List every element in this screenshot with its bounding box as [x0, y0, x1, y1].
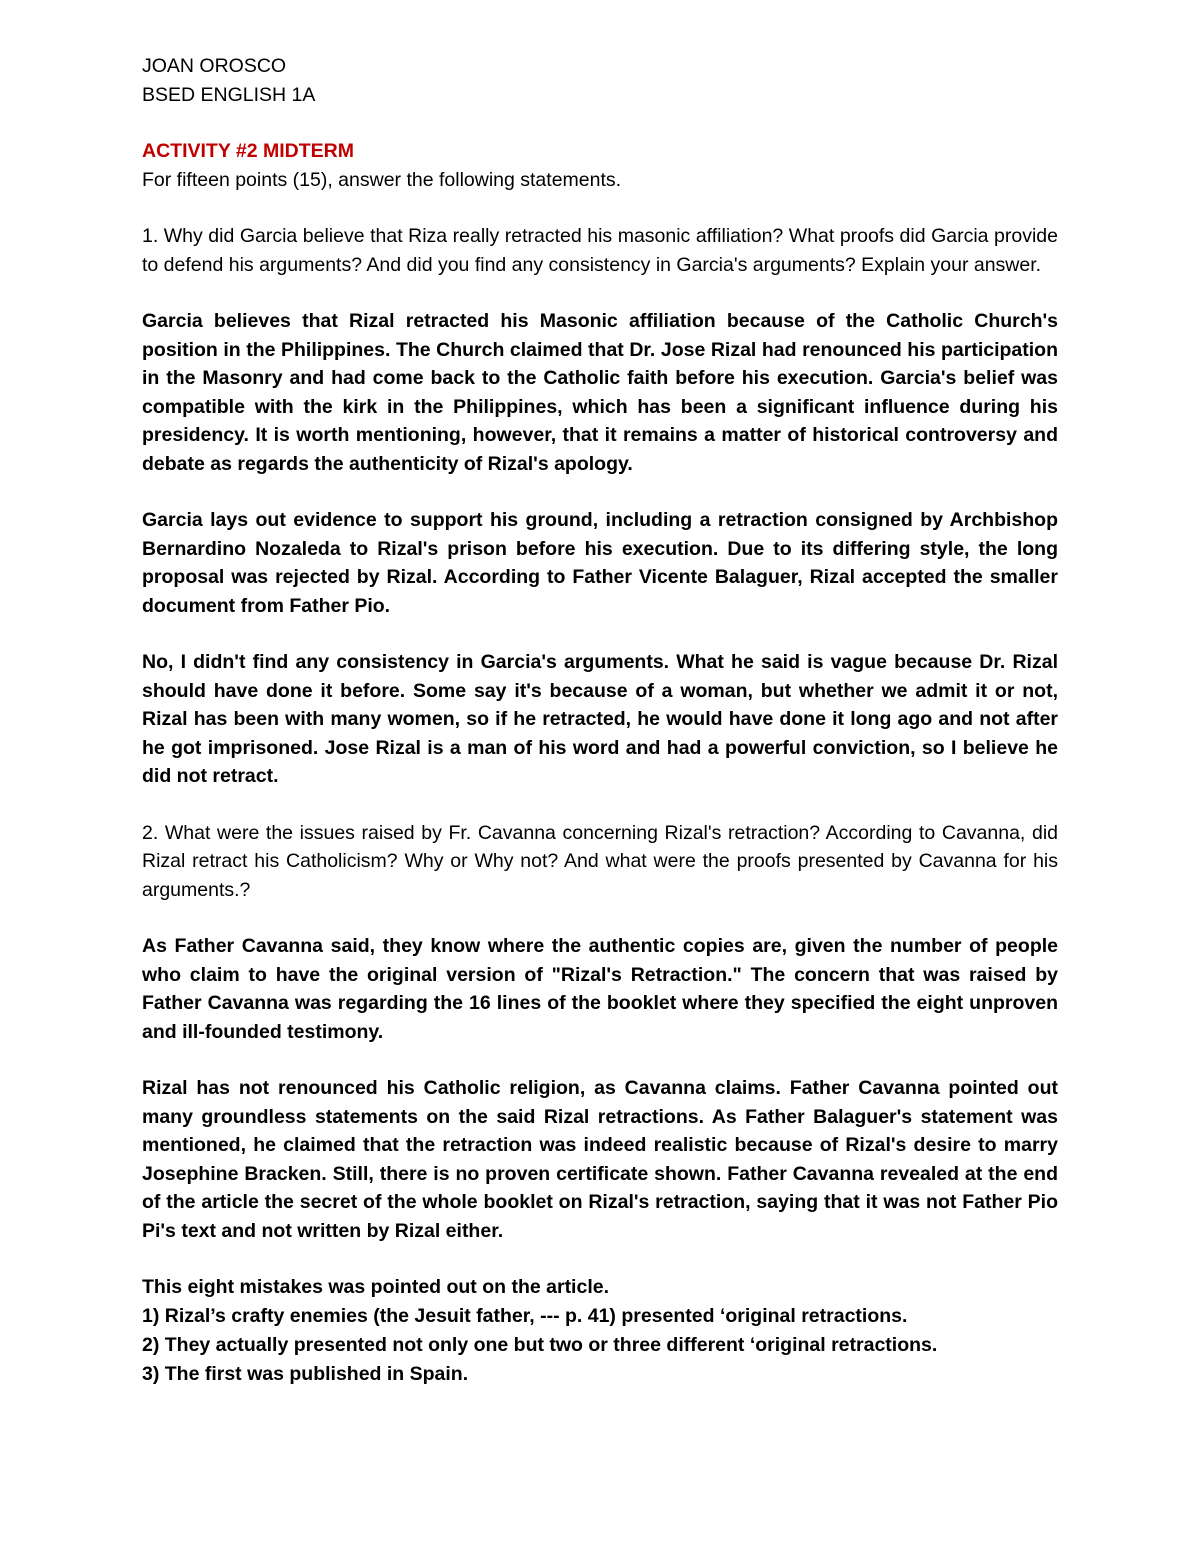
mistakes-list-item: 3) The first was published in Spain.	[142, 1363, 469, 1385]
mistakes-list-item: 1) Rizal’s crafty enemies (the Jesuit father, --- p. 41) presented ‘original retractions.	[142, 1305, 908, 1327]
question-2: 2. What were the issues raised by Fr. Cavanna concerning Rizal's retraction? According to Cavanna, did Rizal retract his Catholicism? Why or Why not? And what were the proofs presented by Cavanna for his arguments.?	[142, 821, 1058, 901]
spacer	[142, 478, 1058, 506]
spacer	[142, 904, 1058, 932]
spacer	[142, 1245, 1058, 1273]
question-1-answer-1: Garcia believes that Rizal retracted his Masonic affiliation because of the Catholic Church's position in the Philippines. The Church claimed that Dr. Jose Rizal had renounced his participation in the Masonry and had come back to the Catholic faith before his execution. Garcia's belief was compatible with the kirk in the Philippines, which has been a significant influence during his presidency. It is worth mentioning, however, that it remains a matter of historical controversy and debate as regards the authenticity of Rizal's apology.	[142, 310, 1058, 475]
mistakes-list-intro: This eight mistakes was pointed out on the article.	[142, 1276, 610, 1298]
spacer	[142, 109, 1058, 137]
student-course: BSED ENGLISH 1A	[142, 83, 316, 106]
question-1-answer-3: No, I didn't find any consistency in Garcia's arguments. What he said is vague because Dr. Rizal should have done it before. Some say it's because of a woman, but whether we admit it or not, Rizal has been with many women, so if he retracted, he would have done it long ago and not after he got imprisoned. Jose Rizal is a man of his word and had a powerful conviction, so I believe he did not retract.	[142, 651, 1058, 787]
mistakes-list-item: 2) They actually presented not only one but two or three different ‘original retractions.	[142, 1334, 938, 1356]
spacer	[142, 620, 1058, 648]
document-page	[142, 52, 1058, 1389]
activity-instructions: For fifteen points (15), answer the following statements.	[142, 168, 622, 191]
spacer	[142, 279, 1058, 307]
question-1-answer-2: Garcia lays out evidence to support his ground, including a retraction consigned by Archbishop Bernardino Nozaleda to Rizal's prison before his execution. Due to its differing style, the long proposal was rejected by Rizal. According to Father Vicente Balaguer, Rizal accepted the smaller document from Father Pio.	[142, 509, 1058, 617]
question-2-answer-1: As Father Cavanna said, they know where the authentic copies are, given the number of people who claim to have the original version of "Rizal's Retraction." The concern that was raised by Father Cavanna was regarding the 16 lines of the booklet where they specified the eight unproven and ill-founded testimony.	[142, 935, 1058, 1043]
question-1: 1. Why did Garcia believe that Riza really retracted his masonic affiliation? What proofs did Garcia provide to defend his arguments? And did you find any consistency in Garcia's arguments? Explain your answer.	[142, 225, 1058, 276]
spacer	[142, 791, 1058, 819]
question-2-answer-2: Rizal has not renounced his Catholic religion, as Cavanna claims. Father Cavanna pointed out many groundless statements on the said Rizal retractions. As Father Balaguer's statement was mentioned, he claimed that the retraction was indeed realistic because of Rizal's desire to marry Josephine Bracken. Still, there is no proven certificate shown. Father Cavanna revealed at the end of the article the secret of the whole booklet on Rizal's retraction, saying that it was not Father Pio Pi's text and not written by Rizal either.	[142, 1077, 1058, 1242]
student-name: JOAN OROSCO	[142, 55, 287, 77]
spacer	[142, 1046, 1058, 1074]
activity-title: ACTIVITY #2 MIDTERM	[142, 140, 354, 162]
spacer	[142, 194, 1058, 222]
